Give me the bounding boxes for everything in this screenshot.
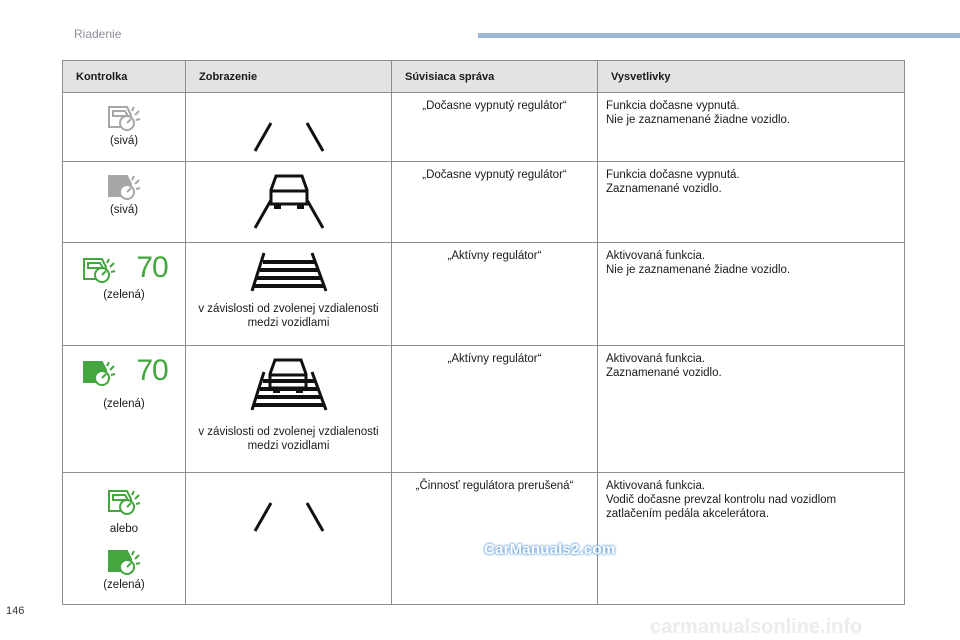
display-caption: v závislosti od zvolenej vzdialenosti medzi vozidlami: [198, 426, 379, 452]
explanation-line: Funkcia dočasne vypnutá.: [606, 100, 740, 112]
explanation-cell: [598, 243, 905, 346]
explanation-line: zatlačením pedála akcelerátora.: [606, 508, 770, 520]
display-cell: [186, 93, 392, 162]
explanation-line: Vodič dočasne prevzal kontrolu nad vozidlom: [606, 494, 837, 506]
page-number: 146: [6, 605, 25, 617]
table-row: [63, 243, 905, 346]
control-cell: [63, 473, 186, 605]
control-label: (sivá): [109, 204, 139, 216]
col-header: Súvisiaca správa: [392, 61, 598, 93]
explanation-cell: [598, 162, 905, 243]
message-cell: „Činnosť regulátora prerušená“: [392, 473, 598, 605]
explanation-line: Nie je zaznamenané žiadne vozidlo.: [606, 264, 791, 276]
control-label: (sivá): [109, 135, 139, 147]
explanation-line: Zaznamenané vozidlo.: [606, 183, 722, 195]
speedometer-car-filled-icon: [105, 545, 143, 575]
distance-bars-icon: [246, 251, 332, 293]
control-label: (zelená): [103, 398, 145, 410]
speedometer-car-filled-icon: [105, 170, 143, 200]
watermark-link[interactable]: CarManuals2.com: [484, 541, 616, 558]
table-row: [63, 162, 905, 243]
explanation-cell: [598, 93, 905, 162]
speed-value: 70: [136, 354, 168, 387]
explanation-line: Aktivovaná funkcia.: [606, 250, 706, 262]
display-cell: [186, 162, 392, 243]
lane-lines-icon: [247, 493, 331, 535]
explanation-line: Aktivovaná funkcia.: [606, 353, 706, 365]
section-bar: [478, 33, 960, 38]
table-header-row: [63, 61, 905, 93]
explanation-line: Zaznamenané vozidlo.: [606, 367, 722, 379]
explanation-line: Aktivovaná funkcia.: [606, 480, 706, 492]
table-row: [63, 93, 905, 162]
speedometer-car-outline-icon: [80, 253, 118, 283]
control-cell: [63, 346, 186, 473]
control-label: (zelená): [103, 579, 145, 591]
control-cell: [63, 243, 186, 346]
explanation-line: Funkcia dočasne vypnutá.: [606, 169, 740, 181]
message-cell: „Aktívny regulátor“: [392, 346, 598, 473]
speedometer-car-outline-icon: [105, 101, 143, 131]
display-cell: [186, 346, 392, 473]
explanation-cell: [598, 346, 905, 473]
explanation-line: Nie je zaznamenané žiadne vozidlo.: [606, 114, 791, 126]
message-cell: „Dočasne vypnutý regulátor“: [392, 93, 598, 162]
control-cell: [63, 162, 186, 243]
speed-value: 70: [136, 251, 168, 284]
col-header: Kontrolka: [63, 61, 186, 93]
control-label: (zelená): [103, 289, 145, 301]
table-row: [63, 473, 905, 605]
distance-bars-car-icon: [246, 354, 332, 412]
lane-lines-car-icon: [247, 170, 331, 232]
control-cell: [63, 93, 186, 162]
footer-site-link[interactable]: carmanualsonline.info: [650, 616, 863, 638]
message-cell: „Dočasne vypnutý regulátor“: [392, 162, 598, 243]
info-table: [62, 60, 905, 605]
section-title: Riadenie: [74, 27, 122, 41]
speedometer-car-outline-icon: [105, 485, 143, 515]
col-header: Zobrazenie: [186, 61, 392, 93]
explanation-cell: [598, 473, 905, 605]
control-label-or: alebo: [109, 523, 139, 535]
speedometer-car-filled-icon: [80, 356, 118, 386]
display-cell: [186, 243, 392, 346]
display-caption: v závislosti od zvolenej vzdialenosti medzi vozidlami: [198, 303, 379, 329]
message-cell: „Aktívny regulátor“: [392, 243, 598, 346]
lane-lines-icon: [247, 113, 331, 155]
display-cell: [186, 473, 392, 605]
col-header: Vysvetlivky: [598, 61, 905, 93]
table-row: [63, 346, 905, 473]
